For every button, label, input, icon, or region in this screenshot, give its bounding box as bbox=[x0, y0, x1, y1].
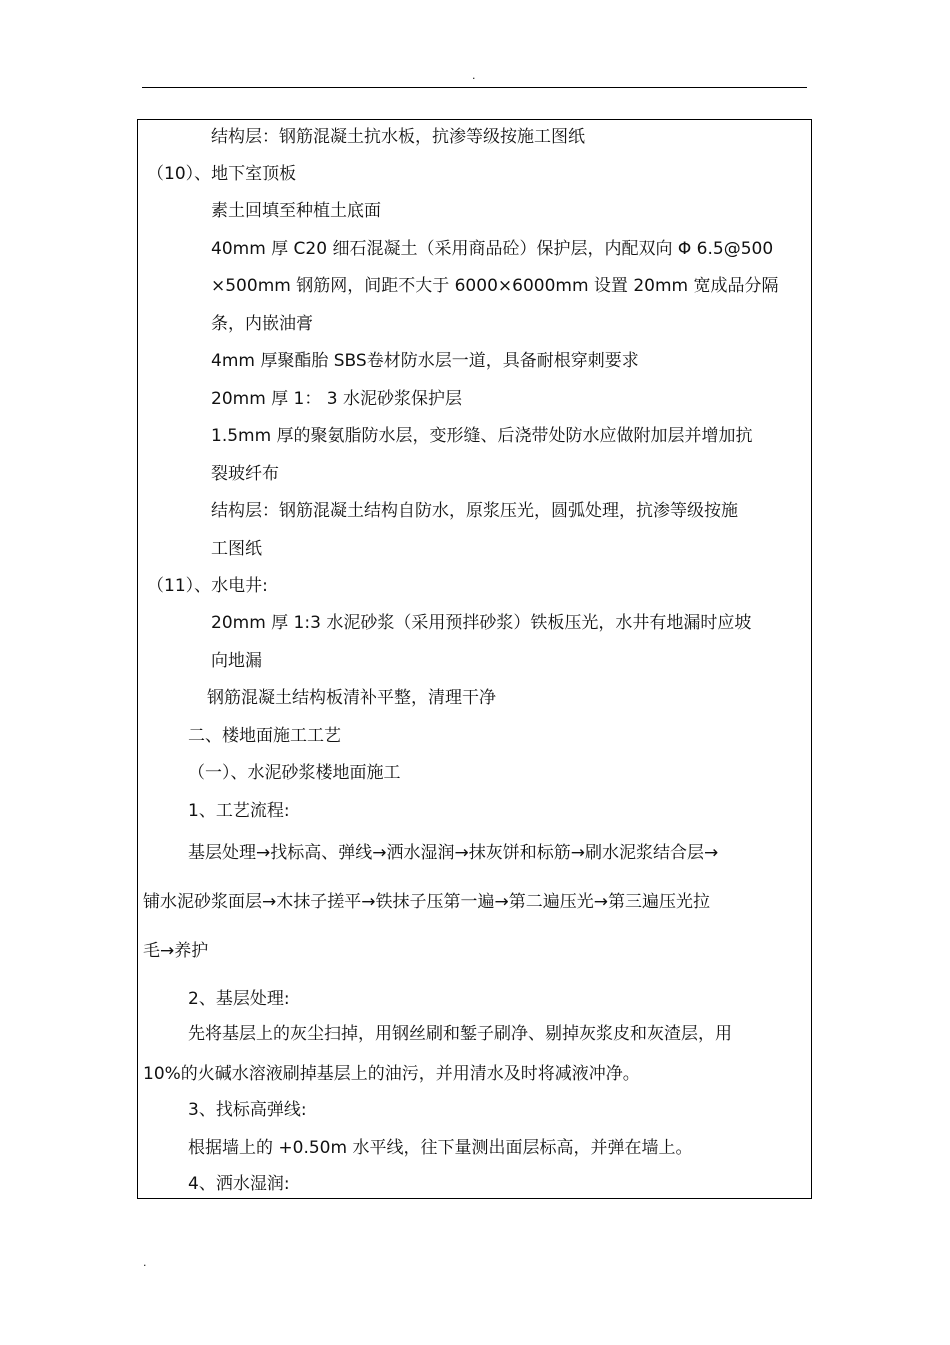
text-line: ×500mm 钢筋网，间距不大于 6000×6000mm 设置 20mm 宽成品分隔 bbox=[211, 276, 779, 296]
text-line: 1.5mm 厚的聚氨脂防水层，变形缝、后浇带处防水应做附加层并增加抗 bbox=[211, 426, 753, 446]
text-line: 向地漏 bbox=[211, 651, 262, 671]
text-line: 基层处理→找标高、弹线→洒水湿润→抹灰饼和标筋→刷水泥浆结合层→ bbox=[188, 843, 719, 863]
subsection-heading: 4、洒水湿润: bbox=[188, 1174, 290, 1194]
subsection-heading: 3、找标高弹线: bbox=[188, 1100, 307, 1120]
section-heading: （11）、水电井: bbox=[147, 576, 268, 596]
text-line: 10%的火碱水溶液刷掉基层上的油污，并用清水及时将减液冲净。 bbox=[143, 1064, 640, 1084]
text-line: 裂玻纤布 bbox=[211, 464, 279, 484]
text-line: 20mm 厚 1： 3 水泥砂浆保护层 bbox=[211, 389, 462, 409]
footer-mark: . bbox=[143, 1256, 147, 1269]
subsection-heading: 2、基层处理: bbox=[188, 989, 290, 1009]
text-line: 素土回填至种植土底面 bbox=[211, 201, 381, 221]
section-heading: 二、楼地面施工工艺 bbox=[188, 726, 341, 746]
text-line: 结构层：钢筋混凝土结构自防水，原浆压光，圆弧处理，抗渗等级按施 bbox=[211, 501, 738, 521]
text-line: 工图纸 bbox=[211, 539, 262, 559]
text-line: 先将基层上的灰尘扫掉，用钢丝刷和錾子刷净、剔掉灰浆皮和灰渣层，用 bbox=[188, 1024, 732, 1044]
text-line: 4mm 厚聚酯胎 SBS卷材防水层一道，具备耐根穿刺要求 bbox=[211, 351, 639, 371]
header-rule bbox=[142, 87, 807, 88]
text-line: 铺水泥砂浆面层→木抹子搓平→铁抹子压第一遍→第二遍压光→第三遍压光拉 bbox=[143, 892, 710, 912]
subsection-heading: 1、工艺流程: bbox=[188, 801, 290, 821]
text-line: 毛→养护 bbox=[143, 941, 209, 961]
section-heading: （10）、地下室顶板 bbox=[147, 164, 297, 184]
text-line: 钢筋混凝土结构板清补平整，清理干净 bbox=[207, 688, 496, 708]
header-mark: . bbox=[472, 69, 476, 82]
text-line: 40mm 厚 C20 细石混凝土（采用商品砼）保护层，内配双向 Φ 6.5@500 bbox=[211, 239, 774, 259]
text-line: 结构层：钢筋混凝土抗水板，抗渗等级按施工图纸 bbox=[211, 127, 585, 147]
section-heading: （一）、水泥砂浆楼地面施工 bbox=[188, 763, 401, 783]
text-line: 条，内嵌油膏 bbox=[211, 314, 313, 334]
text-line: 根据墙上的 +0.50m 水平线，往下量测出面层标高，并弹在墙上。 bbox=[188, 1138, 693, 1158]
text-line: 20mm 厚 1:3 水泥砂浆（采用预拌砂浆）铁板压光，水井有地漏时应坡 bbox=[211, 613, 752, 633]
